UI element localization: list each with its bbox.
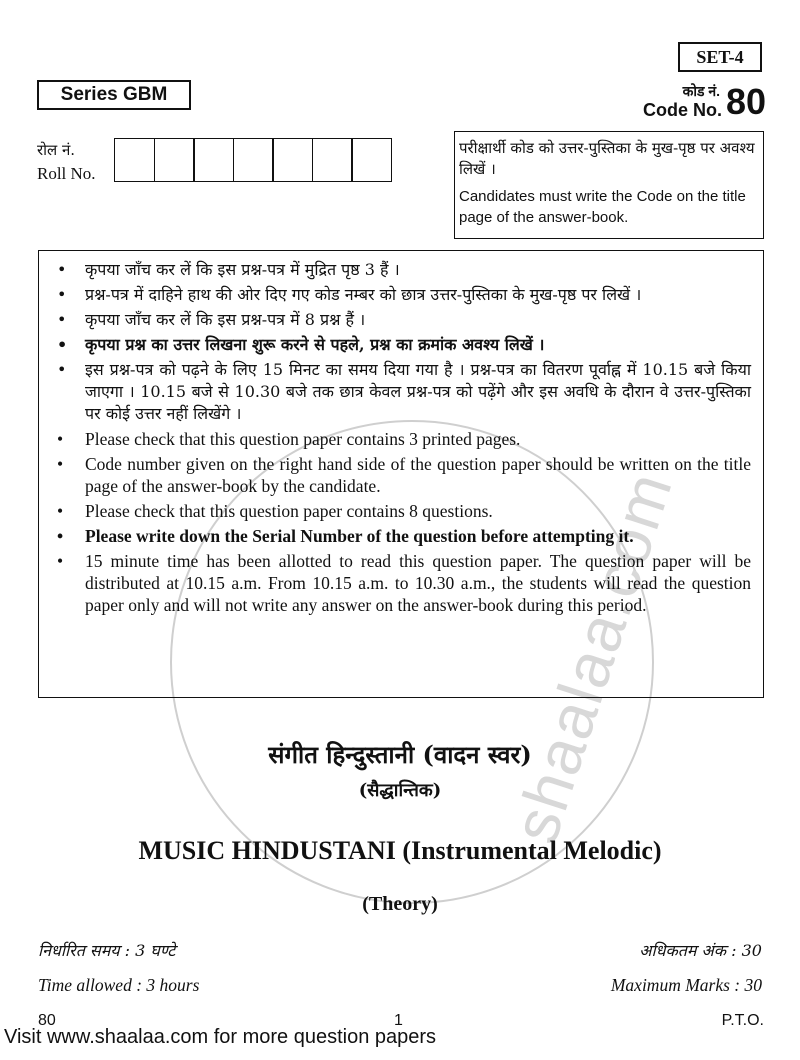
bullet-icon: • <box>57 454 64 474</box>
instruction-item <box>53 309 751 331</box>
time-allowed-hindi: निर्धारित समय : 3 घण्टे <box>38 941 176 960</box>
instruction-text: Code number given on the right hand side of the question paper should be written on the title page of the answer-book by the candidate. <box>85 454 751 496</box>
instruction-item <box>53 453 751 497</box>
page-number: 1 <box>394 1012 403 1029</box>
instruction-text: कृपया जाँच कर लें कि इस प्रश्न-पत्र में मुद्रित पृष्ठ 3 हैं । <box>85 260 400 279</box>
pto-label: P.T.O. <box>721 1012 764 1029</box>
footer-code: 80 <box>38 1012 56 1029</box>
visit-link[interactable]: Visit www.shaalaa.com for more question papers <box>4 1026 437 1048</box>
bullet-icon: • <box>57 260 67 279</box>
bullet-icon: • <box>57 335 68 354</box>
series-badge: Series GBM <box>37 80 191 110</box>
roll-digit-box[interactable] <box>154 138 195 182</box>
roll-digit-box[interactable] <box>351 138 392 182</box>
instruction-text: कृपया प्रश्न का उत्तर लिखना शुरू करने से पहले, प्रश्न का क्रमांक अवश्य लिखें । <box>85 335 545 354</box>
bullet-icon: • <box>57 310 67 329</box>
time-allowed: Time allowed : 3 hours <box>38 975 200 995</box>
instruction-text: इस प्रश्न-पत्र को पढ़ने के लिए 15 मिनट का समय दिया गया है । प्रश्न-पत्र का वितरण पूर्वाह्न में 10.15 बजे किया जाएगा । 10.15 बजे से 10.30 बजे तक छात्र केवल प्रश्न-पत्र को पढ़ेंगे और इस अवधि के दौरान वे उत्तर-पुस्तिका पर कोई उत्तर नहीं लिखेंगे । <box>85 360 751 423</box>
instruction-item <box>53 359 751 425</box>
set-badge: SET-4 <box>678 42 762 72</box>
instruction-text: Please check that this question paper contains 8 questions. <box>85 501 493 521</box>
roll-label: Roll No. <box>37 164 96 183</box>
subject-title-hindi: संगीत हिन्दुस्तानी (वादन स्वर) <box>268 740 532 769</box>
roll-digit-box[interactable] <box>193 138 234 182</box>
roll-label-hindi: रोल नं. <box>37 141 76 159</box>
bullet-icon: • <box>57 551 64 571</box>
candidate-note-english: Candidates must write the Code on the title page of the answer-book. <box>459 188 746 226</box>
bullet-icon: • <box>57 526 64 546</box>
bullet-icon: • <box>57 429 64 449</box>
code-label-hindi: कोड नं. <box>682 83 720 99</box>
instruction-text: प्रश्न-पत्र में दाहिने हाथ की ओर दिए गए कोड नम्बर को छात्र उत्तर-पुस्तिका के मुख-पृष्ठ पर लिखें । <box>85 285 642 304</box>
instruction-item <box>53 259 751 281</box>
code-number: 80 <box>725 81 766 122</box>
instructions-box <box>38 250 764 698</box>
roll-number-boxes[interactable] <box>114 138 392 182</box>
instruction-item <box>53 525 751 547</box>
instruction-item <box>53 428 751 450</box>
instruction-item <box>53 500 751 522</box>
code-label: Code No. <box>643 100 722 120</box>
roll-digit-box[interactable] <box>114 138 155 182</box>
roll-digit-box[interactable] <box>233 138 274 182</box>
candidate-note-box <box>454 131 764 239</box>
max-marks: Maximum Marks : 30 <box>610 975 762 995</box>
bullet-icon: • <box>57 360 67 379</box>
instruction-item <box>53 284 751 306</box>
roll-digit-box[interactable] <box>312 138 353 182</box>
subject-subtitle: (Theory) <box>362 893 438 915</box>
candidate-note-hindi: परीक्षार्थी कोड को उत्तर-पुस्तिका के मुख-पृष्ठ पर अवश्य लिखें । <box>459 139 755 178</box>
max-marks-hindi: अधिकतम अंक : 30 <box>639 941 762 960</box>
instruction-text: Please check that this question paper contains 3 printed pages. <box>85 429 521 449</box>
instruction-item <box>53 334 751 356</box>
watermark-text: shaalaa.com <box>498 462 687 852</box>
roll-digit-box[interactable] <box>272 138 313 182</box>
instructions-list <box>53 259 751 616</box>
instruction-text: 15 minute time has been allotted to read this question paper. The question paper will be distributed at 10.15 a.m. From 10.15 a.m. to 10.30 a.m., the students will read the question paper only and will not write any answer on the answer-book during this period. <box>85 551 751 615</box>
subject-title: MUSIC HINDUSTANI (Instrumental Melodic) <box>138 836 662 865</box>
instruction-text: Please write down the Serial Number of the question before attempting it. <box>85 526 634 546</box>
instruction-text: कृपया जाँच कर लें कि इस प्रश्न-पत्र में 8 प्रश्न हैं । <box>85 310 366 329</box>
subject-subtitle-hindi: (सैद्धान्तिक) <box>358 780 442 801</box>
bullet-icon: • <box>57 285 67 304</box>
bullet-icon: • <box>57 501 64 521</box>
instruction-item <box>53 550 751 616</box>
